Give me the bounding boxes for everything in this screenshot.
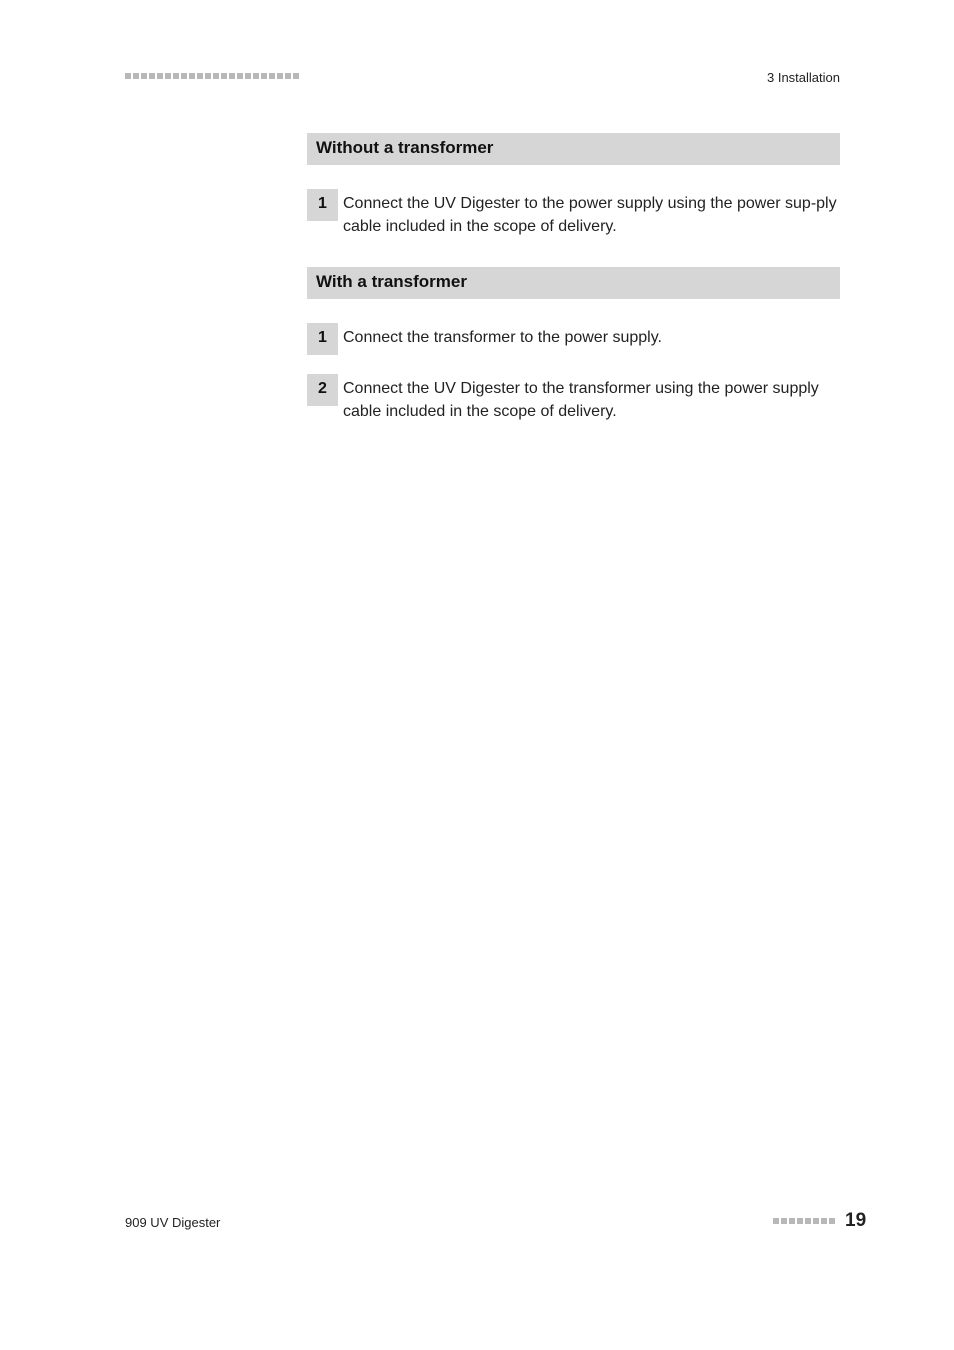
- step-text: Connect the transformer to the power supply.: [343, 329, 662, 346]
- step-text: Connect the UV Digester to the power supply using the power sup-ply cable included in the scope of delivery.: [343, 195, 837, 235]
- section-heading-without-transformer: Without a transformer: [307, 133, 840, 165]
- chapter-title: 3 Installation: [767, 70, 840, 85]
- footer-decoration: [773, 1218, 835, 1224]
- step-number: 1: [307, 189, 338, 221]
- step-number: 2: [307, 374, 338, 406]
- section-heading-with-transformer: With a transformer: [307, 267, 840, 299]
- step-number: 1: [307, 323, 338, 355]
- step-text: Connect the UV Digester to the transformer using the power supply cable included in the scope of delivery.: [343, 380, 819, 420]
- footer-title: 909 UV Digester: [125, 1215, 221, 1230]
- page-number: 19: [845, 1210, 867, 1231]
- header-decoration: [125, 73, 299, 79]
